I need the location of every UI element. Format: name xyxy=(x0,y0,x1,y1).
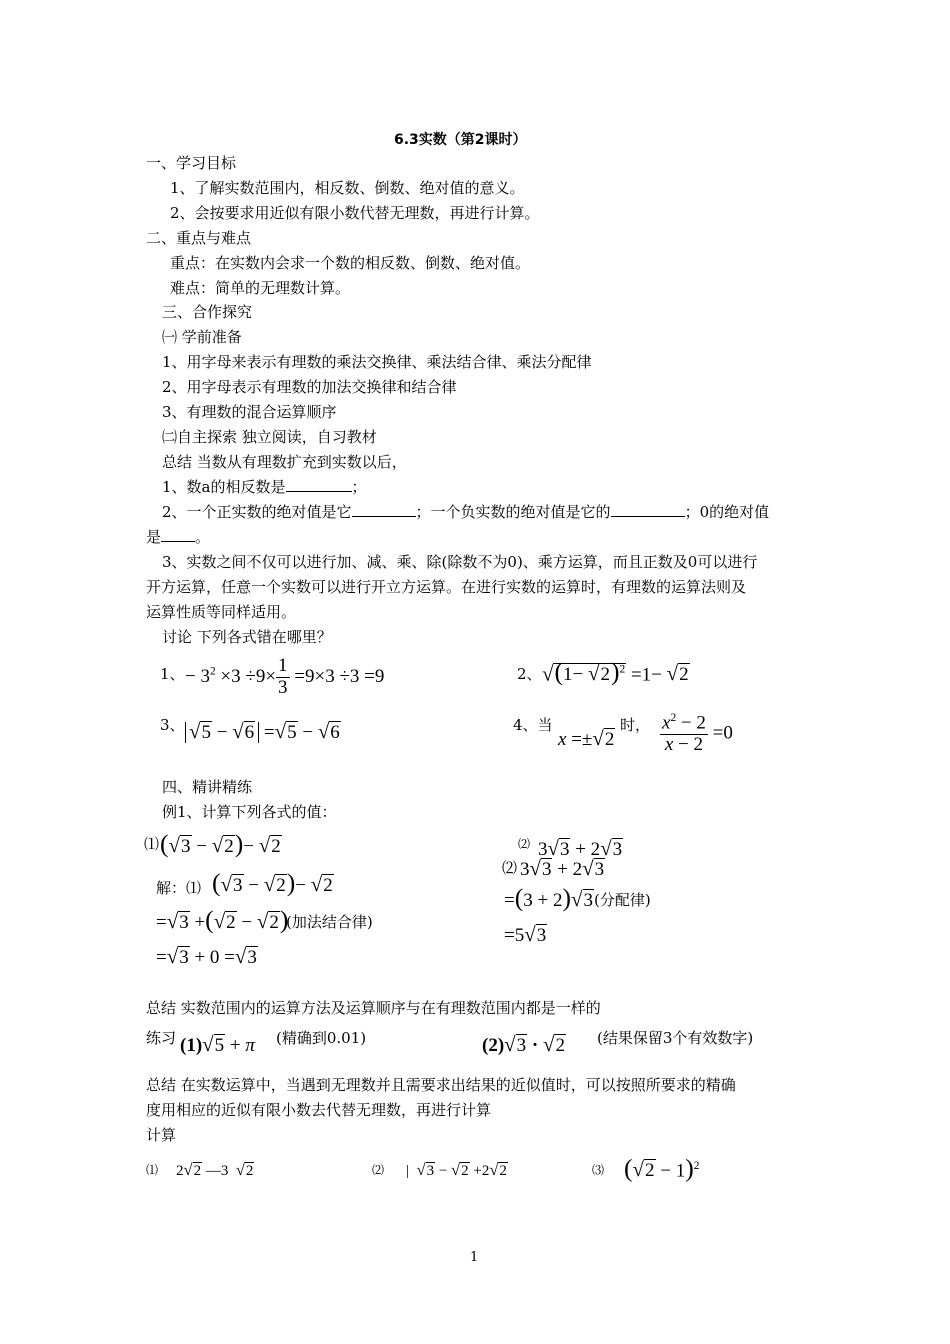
practice-label: 练习 xyxy=(146,1029,177,1047)
question-1-end: ； xyxy=(351,478,367,496)
section-heading-practice: 四、精讲精练 xyxy=(162,778,253,796)
goal-item-1: 1、了解实数范围内，相反数、倒数、绝对值的意义。 xyxy=(170,179,525,197)
example-part-2-label: ⑵ xyxy=(518,837,531,851)
question-2 xyxy=(162,502,769,522)
calc-label-2: ⑵ xyxy=(372,1163,385,1177)
calc-formula-1: 2√2 —3 √2 xyxy=(176,1160,254,1179)
summary-3-line-1: 总结 在实数运算中，当遇到无理数并且需要求出结果的近似值时，可以按照所要求的精确 xyxy=(146,1076,736,1094)
solution-2-label: ⑵ xyxy=(502,859,518,877)
question-3-line-1: 3、实数之间不仅可以进行加、减、乘、除(除数不为0)、乘方运算，而且正数及0可以进行 xyxy=(162,553,758,571)
question-2-text-e: 。 xyxy=(195,528,211,546)
discussion-label-4b: 时， xyxy=(620,716,651,734)
discussion-heading: 讨论 下列各式错在哪里？ xyxy=(162,628,332,646)
calc-formula-3: $(√2 - 1)^2$ xyxy=(624,1153,700,1183)
discussion-label-2: 2、 xyxy=(517,665,542,683)
discussion-label-3: 3、 xyxy=(160,716,185,734)
self-study-heading: ㈡自主探索 独立阅读，自习教材 xyxy=(162,428,377,446)
goal-item-2: 2、会按要求用近似有限小数代替无理数，再进行计算。 xyxy=(170,204,540,222)
practice-precision-note: (精确到0.01) xyxy=(276,1029,367,1047)
answer-blank[interactable] xyxy=(352,502,416,517)
example-part-1-label: ⑴ xyxy=(144,835,160,853)
solution-2-step-1: 3√3 + 2√3 xyxy=(520,856,605,880)
example-part-1-formula: (√3 − √2)− √2 xyxy=(160,829,281,858)
question-2-cont xyxy=(146,527,210,547)
question-2-text-b: ；一个负实数的绝对值是它的 xyxy=(415,503,611,521)
practice-sigfig-note: (结果保留3个有效数字) xyxy=(597,1029,754,1047)
discussion-formula-3: √5 − √6 =√5 − √6 xyxy=(185,719,341,745)
section-heading-explore: 三、合作探究 xyxy=(162,303,253,321)
calc-label-1: ⑴ xyxy=(146,1163,159,1177)
example-part-2-formula: 3√3 + 2√3 xyxy=(538,836,623,860)
solution-step-1: (√3 − √2)− √2 xyxy=(212,868,333,897)
discussion-formula-4: $\frac{x^2 - 2}{x - 2}$ =0 xyxy=(662,712,733,756)
solution-step-2: =√3 +(√2 − √2) xyxy=(156,905,289,934)
practice-formula-2: (2)√3 · √2 xyxy=(482,1032,565,1056)
hard-point: 难点：简单的无理数计算。 xyxy=(170,279,351,297)
discussion-label-4a: 4、当 xyxy=(513,716,553,734)
question-2-text-a: 2、一个正实数的绝对值是它 xyxy=(162,503,352,521)
solution-note-distributive: (分配律) xyxy=(594,891,651,909)
solution-2-step-3: =5√3 xyxy=(504,922,547,946)
example-1-heading: 例1、计算下列各式的值： xyxy=(162,803,337,821)
discussion-formula-2: $√(1- √2)^2 =1- √2$ xyxy=(542,657,689,687)
page-title: 6.3实数（第2课时） xyxy=(394,132,527,148)
question-1-text: 1、数a的相反数是 xyxy=(162,478,286,496)
calc-heading: 计算 xyxy=(146,1126,177,1144)
prep-item-1: 1、用字母来表示有理数的乘法交换律、乘法结合律、乘法分配律 xyxy=(162,353,592,371)
calc-formula-2: | √3 − √2 +2√2 xyxy=(406,1160,507,1179)
question-2-text-c: ；0的绝对值 xyxy=(684,503,770,521)
question-3-line-3: 运算性质等同样适用。 xyxy=(146,603,297,621)
discussion-condition-4: x =±√2 xyxy=(558,726,615,750)
prep-item-3: 3、有理数的混合运算顺序 xyxy=(162,403,337,421)
section-heading-key-points: 二、重点与难点 xyxy=(146,229,252,247)
summary-text: 总结 当数从有理数扩充到实数以后， xyxy=(162,453,407,471)
solution-2-step-2: =(3 + 2)√3 xyxy=(504,883,593,912)
question-1 xyxy=(162,477,367,497)
solution-note-associative: (加法结合律) xyxy=(286,913,373,931)
question-3-line-2: 开方运算，任意一个实数可以进行开立方运算。在进行实数的运算时，有理数的运算法则及 xyxy=(146,578,747,596)
discussion-label-1: 1、 xyxy=(160,665,185,683)
solution-step-3: =√3 + 0 =√3 xyxy=(156,944,257,968)
answer-blank[interactable] xyxy=(611,502,685,517)
calc-label-3: ⑶ xyxy=(592,1163,605,1177)
summary-3-line-2: 度用相应的近似有限小数去代替无理数，再进行计算 xyxy=(146,1101,492,1119)
answer-blank[interactable] xyxy=(286,477,352,492)
section-heading-goals: 一、学习目标 xyxy=(146,154,237,172)
solution-label: 解：⑴ xyxy=(156,879,202,897)
question-2-text-d: 是 xyxy=(146,528,162,546)
answer-blank[interactable] xyxy=(161,527,195,542)
prep-item-2: 2、用字母表示有理数的加法交换律和结合律 xyxy=(162,378,457,396)
discussion-formula-1: − $3^2 \times 3 \div 9\times$ $\frac{1}{3}$ =9×3 ÷3 =9 xyxy=(185,655,385,698)
prep-heading: ㈠ 学前准备 xyxy=(162,328,242,346)
summary-2: 总结 实数范围内的运算方法及运算顺序与在有理数范围内都是一样的 xyxy=(146,999,601,1017)
practice-formula-1: (1)√5 + π xyxy=(180,1032,255,1056)
key-point: 重点：在实数内会求一个数的相反数、倒数、绝对值。 xyxy=(170,254,531,272)
page-number: 1 xyxy=(470,1250,479,1265)
